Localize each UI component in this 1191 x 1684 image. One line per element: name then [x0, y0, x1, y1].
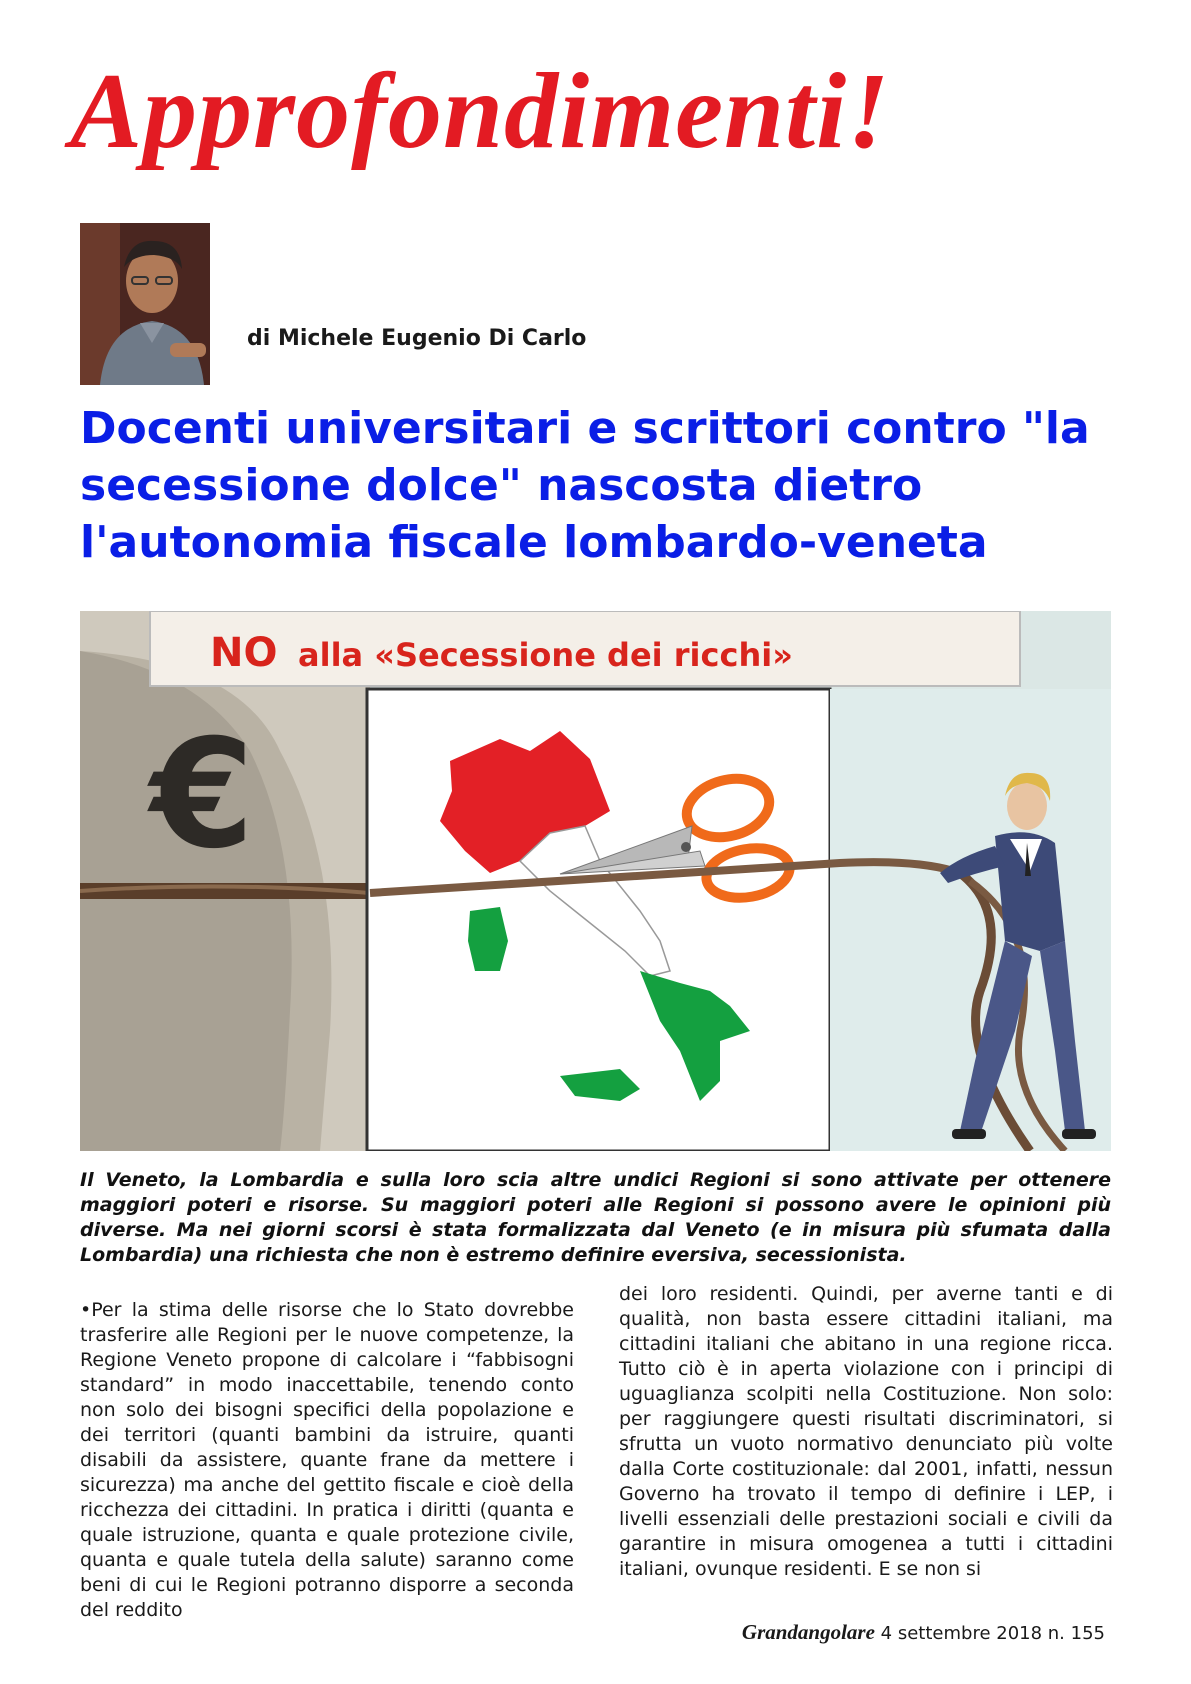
article-headline: Docenti universitari e scrittori contro "la secessione dolce" nascosta dietro l'autonomia fiscale lombardo-veneta [80, 403, 1090, 568]
author-portrait-icon [80, 223, 210, 385]
euro-sack-icon [80, 611, 370, 1151]
body-column-2: dei loro residenti. Quindi, per averne tanti e di qualità, non basta essere cittadini italiani, ma cittadini italiani che abitano in una regione ricca. Tutto ciò è in aperta violazione con i principi di uguaglianza scolpiti nella Costituzione. Non solo: per raggiungere questi risultati discriminatori, si sfrutta un vuoto normativo denunciato più volte dalla Corte costituzionale: dal 2001, infatti, nessun Governo ha trovato il tempo di definire i LEP, i livelli essenziali delle prestazioni sociali e civili da garantire in misura omogenea a tutti i cittadini italiani, ovunque residenti. E se non si [619, 1283, 1113, 1580]
masthead-title: Approfondimenti! [70, 52, 891, 171]
svg-text:€: € [150, 708, 255, 882]
author-photo [80, 223, 210, 385]
banner [150, 611, 1020, 686]
page-footer [742, 1620, 1105, 1645]
banner-text: alla «Secessione dei ricchi» [298, 636, 793, 674]
hero-illustration [80, 611, 1111, 1151]
body-column-1: •Per la stima delle risorse che lo Stato dovrebbe trasferire alle Regioni per le nuove competenze, la Regione Veneto propone di calcolare i “fabbisogni standard” in modo inaccettabile, tenendo conto non solo dei bisogni specifici della popolazione e dei territori (quanti bambini da istruire, quanti disabili da assistere, quante frane da mettere i sicurezza) ma anche del gettito fiscale e cioè della ricchezza dei cittadini. In pratica i diritti (quanta e quale istruzione, quanta e quale protezione civile, quanta e quale tutela della salute) saranno come beni di cui le Regioni potranno disporre a seconda del reddito [80, 1299, 574, 1621]
issue-info: 4 settembre 2018 n. 155 [880, 1623, 1105, 1644]
publication-name: Grandangolare [741, 1620, 875, 1644]
author-byline: di Michele Eugenio Di Carlo [247, 326, 587, 351]
banner-no: NO [210, 630, 278, 676]
secession-illustration [80, 611, 1111, 1151]
article-lead: Il Veneto, la Lombardia e sulla loro scia altre undici Regioni si sono attivate per ottenere maggiori poteri e risorse. Su maggiori poteri alle Regioni si possono avere le opinioni più diverse. Ma nei giorni scorsi è stata formalizzata dal Veneto (e in misura più sfumata dalla Lombardia) una richiesta che non è estremo definire eversiva, secessionista. [80, 1169, 1111, 1266]
